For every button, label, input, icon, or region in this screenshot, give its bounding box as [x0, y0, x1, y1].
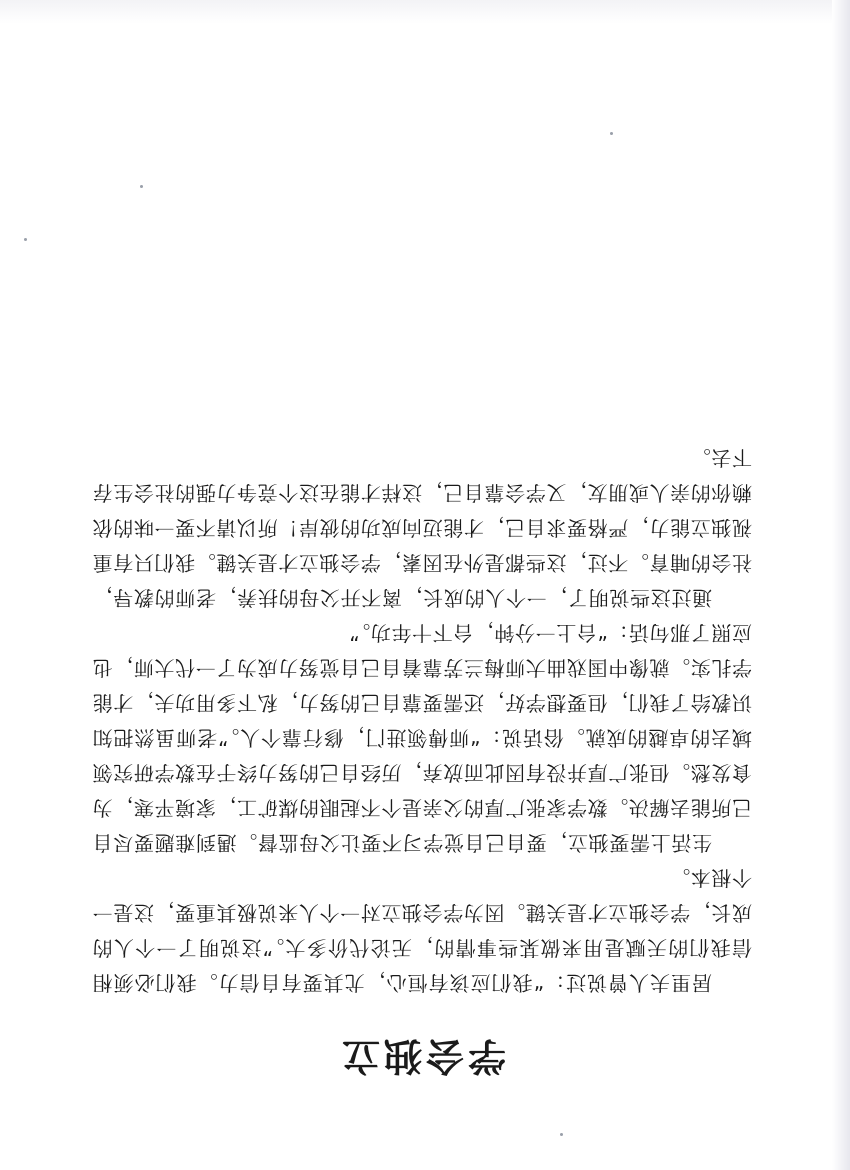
essay-title: 学会独立 — [338, 1034, 507, 1079]
scan-speck — [24, 238, 27, 241]
scan-speck — [140, 185, 143, 188]
essay-body — [92, 440, 752, 1000]
scan-speck — [610, 132, 613, 135]
essay-upside-down — [92, 258, 752, 1078]
essay-paragraph-2: 生活上需要独立，要自己自觉学习不要让父母监督。遇到难题要尽自己所能去解决。数学家张广厚的父亲是个不起眼的煤矿工，家境平寒，为食发愁。但张广厚并没有因此而放弃，历经自己的努力终于在数学研究领域去的卓越的成就。俗话说：“师傅领进门，修行靠个人。”老师虽然把知识教给了我们，但要想学好，还需要靠自己的努力，私下多用功夫，才能学扎实。就像中国戏曲大师梅兰芳靠着自己自觉努力成为了一代大师，也应照了那句话：“台上一分钟，台下十年功。” — [92, 621, 752, 855]
essay-paragraph-1: 居里夫人曾说过：“我们应该有恒心，尤其要有自信力。我们必须相信我们的天赋是用来做某些事情的，无论代价多大。”这说明了一个人的成长，学会独立才是关键。因为学会独立对一个人来说极其重要，这是一个根本。 — [92, 866, 752, 995]
scan-edge-top — [0, 0, 850, 24]
scan-speck — [560, 1133, 563, 1136]
essay-paragraph-3: 通过这些说明了，一个人的成长，离不开父母的扶养，老师的教导，社会的哺育。不过，这些都是外在因素，学会独立才是关键。我们只有重视独立能力，严格要求自己，才能迈向成功的彼岸！所以请不要一味的依赖你的亲人或朋友，又学会靠自己，这样才能在这个竞争力强的社会生存下去。 — [92, 446, 752, 610]
scan-edge-right — [832, 0, 850, 1170]
